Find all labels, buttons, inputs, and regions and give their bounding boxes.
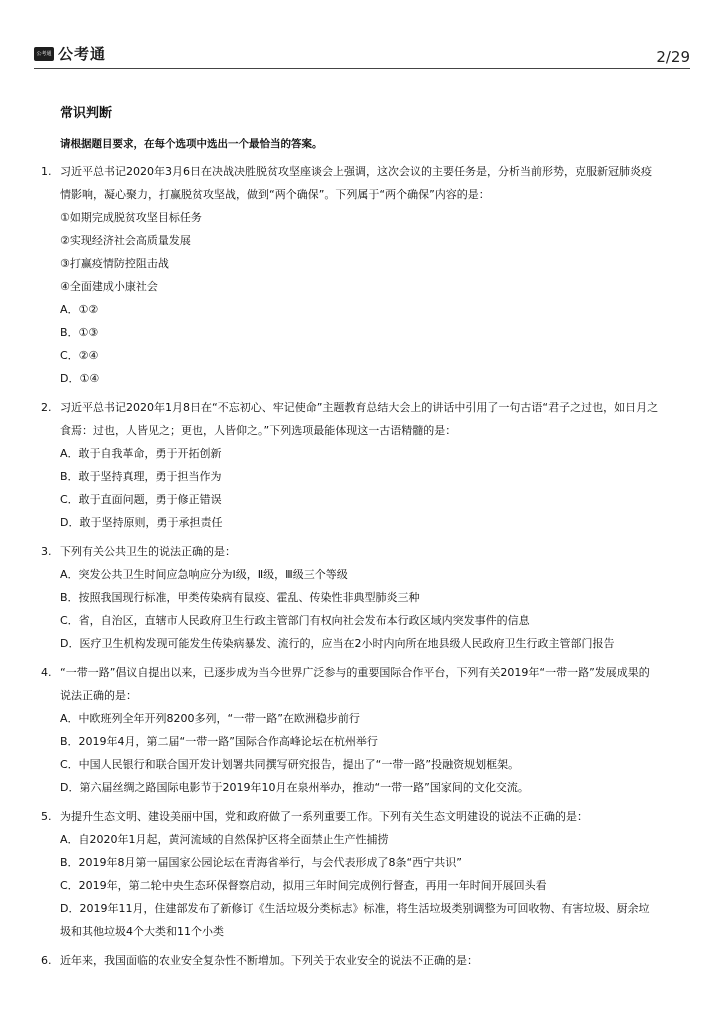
question-2	[38, 396, 698, 534]
statement-item: ②实现经济社会高质量发展	[60, 234, 191, 247]
question-text-line: 食焉：过也，人皆见之；更也，人皆仰之。”下列选项最能体现这一古语精髓的是：	[60, 424, 457, 437]
question-text-line: 习近平总书记2020年3月6日在决战决胜脱贫攻坚座谈会上强调，这次会议的主要任务是，分析当前形势，克服新冠肺炎疫	[60, 165, 652, 178]
question-1	[38, 160, 698, 390]
question-4	[38, 661, 698, 799]
question-text-line: 下列有关公共卫生的说法正确的是：	[60, 545, 236, 558]
statement-item: ①如期完成脱贫攻坚目标任务	[60, 211, 202, 224]
page-header	[34, 42, 690, 70]
question-text-line: 习近平总书记2020年1月8日在“不忘初心、牢记使命”主题教育总结大会上的讲话中引用了一句古语“君子之过也，如日月之	[60, 401, 659, 414]
section-title: 常识判断	[60, 106, 113, 121]
answer-option: C．中国人民银行和联合国开发计划署共同撰写研究报告，提出了“一带一路”投融资规划框架。	[60, 758, 520, 771]
answer-option: B．①③	[60, 326, 99, 339]
question-5	[38, 805, 698, 943]
answer-option: D．第六届丝绸之路国际电影节于2019年10月在泉州举办，推动“一带一路”国家间的文化交流。	[60, 781, 529, 794]
instruction-text: 请根据题目要求，在每个选项中选出一个最恰当的答案。	[60, 138, 323, 150]
answer-option: D．医疗卫生机构发现可能发生传染病暴发、流行的，应当在2小时内向所在地县级人民政府卫生行政主管部门报告	[60, 637, 615, 650]
statement-item: ③打赢疫情防控阻击战	[60, 257, 169, 270]
answer-option: B．敢于坚持真理，勇于担当作为	[60, 470, 222, 483]
question-text-line: 情影响，凝心聚力，打赢脱贫攻坚战，做到“两个确保”。下列属于“两个确保”内容的是：	[60, 188, 490, 201]
brand-logo: 公考通	[34, 47, 54, 61]
question-number: 3.	[41, 545, 52, 558]
answer-option: D．敢于坚持原则，勇于承担责任	[60, 516, 223, 529]
question-6	[38, 949, 698, 972]
answer-option: B．2019年8月第一届国家公园论坛在青海省举行，与会代表形成了8条“西宁共识”	[60, 856, 462, 869]
answer-option: A．敢于自我革命，勇于开拓创新	[60, 447, 222, 460]
statement-item: ④全面建成小康社会	[60, 280, 158, 293]
answer-option: C．省，自治区，直辖市人民政府卫生行政主管部门有权向社会发布本行政区域内突发事件的信息	[60, 614, 530, 627]
question-3	[38, 540, 698, 655]
question-text-line: 近年来，我国面临的农业安全复杂性不断增加。下列关于农业安全的说法不正确的是：	[60, 954, 478, 967]
answer-option-continuation: 圾和其他垃圾4个大类和11个小类	[60, 925, 224, 938]
answer-option: C．②④	[60, 349, 99, 362]
brand-name: 公考通	[58, 45, 107, 63]
answer-option: C．2019年，第二轮中央生态环保督察启动，拟用三年时间完成例行督查，再用一年时间开展回头看	[60, 879, 547, 892]
page-number: 2/29	[656, 48, 690, 66]
header-divider	[34, 68, 690, 69]
answer-option: B．2019年4月，第二届“一带一路”国际合作高峰论坛在杭州举行	[60, 735, 378, 748]
answer-option: A．突发公共卫生时间应急响应分为Ⅰ级，Ⅱ级，Ⅲ级三个等级	[60, 568, 348, 581]
answer-option: A．①②	[60, 303, 99, 316]
answer-option: A．自2020年1月起，黄河流域的自然保护区将全面禁止生产性捕捞	[60, 833, 389, 846]
answer-option: B．按照我国现行标准，甲类传染病有鼠疫、霍乱、传染性非典型肺炎三种	[60, 591, 420, 604]
answer-option: D．①④	[60, 372, 100, 385]
question-text-line: 为提升生态文明、建设美丽中国，党和政府做了一系列重要工作。下列有关生态文明建设的说法不正确的是：	[60, 810, 588, 823]
document-body	[38, 102, 698, 972]
question-number: 2.	[41, 401, 52, 414]
answer-option: C．敢于直面问题，勇于修正错误	[60, 493, 222, 506]
question-number: 5.	[41, 810, 52, 823]
question-number: 6.	[41, 954, 52, 967]
question-number: 4.	[41, 666, 52, 679]
question-text-line: 说法正确的是：	[60, 689, 137, 702]
answer-option: A．中欧班列全年开列8200多列，“一带一路”在欧洲稳步前行	[60, 712, 360, 725]
question-text-line: “一带一路”倡议自提出以来，已逐步成为当今世界广泛参与的重要国际合作平台，下列有关2019年“一带一路”发展成果的	[60, 666, 650, 679]
question-number: 1.	[41, 165, 52, 178]
answer-option: D．2019年11月，住建部发布了新修订《生活垃圾分类标志》标准，将生活垃圾类别调整为可回收物、有害垃圾、厨余垃	[60, 902, 650, 915]
